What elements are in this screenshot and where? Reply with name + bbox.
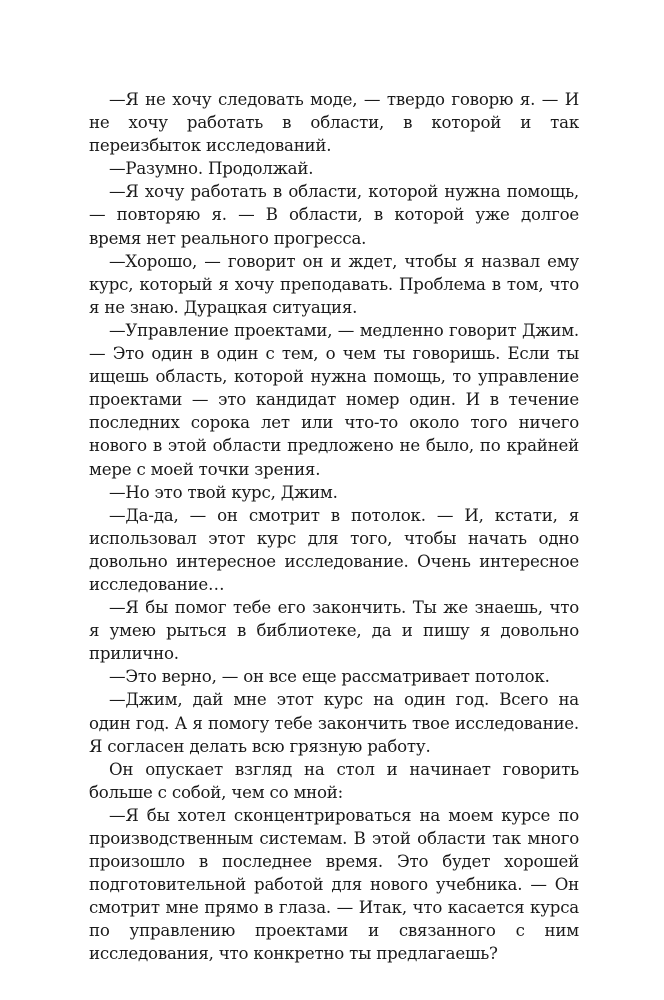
paragraph: —Но это твой курс, Джим.: [109, 482, 338, 502]
paragraph: —Да-да, — он смотрит в потолок. — И, кстати, я использовал этот курс для того, чтобы начать одно довольно интересное исследование. Очень интересное исследование…: [89, 505, 579, 594]
paragraph: —Я хочу работать в области, которой нужна помощь, — повторяю я. — В области, в которой уже долгое время нет реального прогресса.: [89, 182, 579, 248]
paragraph: —Джим, дай мне этот курс на один год. Всего на один год. А я помогу тебе закончить твое исследование. Я согласен делать всю грязную работу.: [89, 690, 579, 756]
book-page-text: [89, 88, 579, 966]
paragraph: —Я не хочу следовать моде, — твердо говорю я. — И не хочу работать в области, в которой и так переизбыток исследований.: [89, 90, 579, 156]
paragraph: —Хорошо, — говорит он и ждет, чтобы я назвал ему курс, который я хочу преподавать. Проблема в том, что я не знаю. Дурацкая ситуация.: [89, 251, 579, 317]
paragraph: —Это верно, — он все еще рассматривает потолок.: [109, 667, 550, 687]
paragraph: —Я бы помог тебе его закончить. Ты же знаешь, что я умею рыться в библиотеке, да и пишу я довольно прилично.: [89, 598, 579, 664]
paragraph: Он опускает взгляд на стол и начинает говорить больше с собой, чем со мной:: [89, 759, 579, 802]
paragraph: —Я бы хотел сконцентрироваться на моем курсе по производственным системам. В этой области так много произошло в последнее время. Это будет хорошей подготовительной работой для нового учебника. — Он смотрит мне прямо в глаза. — Итак, что касается курса по управлению проектами и связанного с ним исследования, что конкретно ты предлагаешь?: [89, 805, 579, 964]
paragraph: —Разумно. Продолжай.: [109, 159, 314, 179]
paragraph: —Управление проектами, — медленно говорит Джим. — Это один в один с тем, о чем ты говоришь. Если ты ищешь область, которой нужна помощь, то управление проектами — это кандидат номер один. И в течение последних сорока лет или что-то около того ничего нового в этой области предложено не было, по крайней мере с моей точки зрения.: [89, 320, 579, 479]
